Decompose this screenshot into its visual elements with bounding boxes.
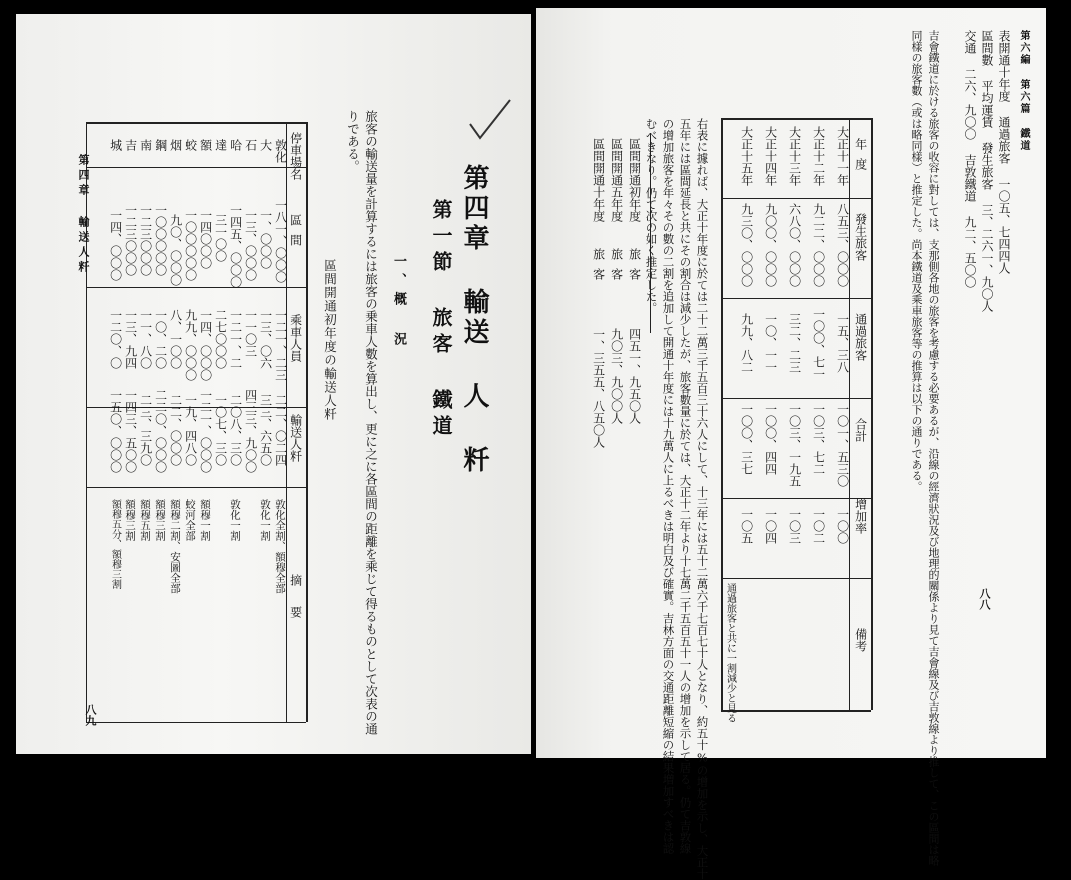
page-number: 八八 — [978, 588, 991, 610]
top-line: 交通 二六、九〇〇 吉敦鐵道 九二、五〇〇 — [963, 30, 977, 288]
top-line: 區間數 平均運賃 發生旅客 三、二六一、九〇人 — [980, 30, 994, 312]
footer-chapter: 第四章 輸送人粁 — [77, 154, 90, 276]
table-caption: 區間開通初年度の輸送人粁 — [322, 259, 338, 421]
running-head: 第六編 第六篇 鐵道 — [1018, 30, 1029, 152]
table-header: 年度 — [853, 138, 868, 178]
left-page: 第四章 輸送 人 粁 第一節 旅客 鐵道 一、概 況 旅客の輸送量を計算するには旅客の乗車人數を算出し、更に之に各區間の距離を乘じて得るものとして次表の通 りである。 區間開通初年度の輸送人粁 停車場名 區間 乘車人員 輸送人粁 摘要 敦化 一八一、〇〇〇 一二一、二三 二二、〇二四 敦化全割、額穆全部 大 一、〇〇〇 一三、〇六 三三、六五〇 敦化一割 石 一三、〇〇〇 一一〇三 四三三、九〇〇 哈 一四五、〇〇〇 一二一、二 二〇八、三〇 敦化一割 達 三一〇〇 二七〇〇〇 一〇七、三〇 額 一四〇〇〇 一四、〇〇〇 一二一、〇〇〇 額穆一割 蛟 一〇〇〇〇〇 九九、〇〇〇 一九、四八〇 蛟河全部 烟 九〇、〇〇〇 八、一〇〇 二二、〇〇〇 額穆二割、安圖全部 鋼 一〇〇〇〇〇 一〇、二〇 二二〇、〇〇〇 額穆三割 南 一二三〇〇〇 一一、八〇 二三、三九〇 額穆五割 吉 一二三〇〇〇 一三、九四 一四三、五〇〇 額穆三割 城 一四、〇〇〇 一二〇、〇 一五〇、〇〇〇 額穆五分、額穆三割 第四章 輸送人粁 八九 — [16, 14, 531, 754]
table-header: 乘車人員 — [288, 314, 303, 362]
table-header: 摘要 — [288, 574, 303, 638]
page-number: 八九 — [84, 704, 97, 726]
top-line: 表開通十年度 通過旅客 一〇五、七四四人 — [997, 30, 1011, 274]
table-header: 輸送人粁 — [288, 414, 303, 462]
table-header: 通過旅客 — [853, 313, 868, 361]
right-page: 第六編 第六篇 鐵道 八八 表開通十年度 通過旅客 一〇五、七四四人 區間數 平均運賃 發生旅客 三、二六一、九〇人 交通 二六、九〇〇 吉敦鐵道 九二、五〇〇 吉會鐵道に於ける旅客の收容に對しては、支那側各地の旅客を考慮する必要あるが、沿線の經濟狀況及び地理的關係より見て吉會線及び吉敦線より推して、この區間は略 同樣の旅客數（或は略同樣）と推定した。尚本鐵道及乘車旅客等の推算は以下の通りである。 年度 發生旅客 通過旅客 合計 增加率 備考 大正十一年 八五三、〇〇〇 一五、三八 一〇一、五三〇 一〇〇 大正十二年 九二二、〇〇〇 一〇〇、七一 一〇三、七二 一〇二 大正十三年 六八〇、〇〇〇 三二、二三 一〇三、一九五 一〇三 大正十四年 九〇〇、〇〇〇 一〇、一一 一〇〇、四四 一〇四 大正十五年 九三〇、〇〇〇 九九、八二 一〇〇、三七 一〇五 通過旅客と共に一割減少と見る 右表に據れば、大正十年度に於ては二十二萬三千五百三十六人にして、十三年には五十二萬六千七百七十人となり、約五十%の增加を示し、大正十 五年には區間延長と共にその割合は減少したが、旅客數量に於ては、大正十二年より十七萬二千五百五十一人の增加を示して居る。仍て吉敦線 の增加旅客を年々その數の二割を追加して開通十年度には十九萬人に上るべきは明白及び確實。吉林方面の交通距離短縮の結果増加すべきは認 むべきなり。仍て次の如く推定した。 區間開通初年度 旅客 四五一、九五〇人 區間開通五年度 旅客 九〇三、九〇〇人 區間開通十年度 旅客 一、三五五、八五〇人 — [536, 8, 1046, 758]
top-line: 同樣の旅客數（或は略同樣）と推定した。尚本鐵道及乘車旅客等の推算は以下の通りである。 — [910, 30, 923, 492]
body-line: むべきなり。仍て次の如く推定した。 — [644, 118, 659, 314]
table-header: 區間 — [288, 214, 303, 254]
chapter-title: 第四章 輸送 人 粁 — [459, 164, 489, 476]
body-line: 五年には區間延長と共にその割合は減少したが、旅客數量に於ては、大正十二年より十七萬二千五百五十一人の增加を示して居る。仍て吉敦線 — [678, 118, 693, 854]
table-header: 停車場名 — [288, 132, 303, 180]
item-heading: 一、概 況 — [391, 254, 406, 351]
table-header: 發生旅客 — [853, 213, 868, 261]
body-line: 右表に據れば、大正十年度に於ては二十二萬三千五百三十六人にして、十三年には五十二萬六千七百七十人となり、約五十%の增加を示し、大正十 — [695, 118, 710, 880]
table-header: 增加率 — [853, 498, 868, 534]
section-title: 第一節 旅客 鐵道 — [429, 199, 453, 441]
table-header: 合計 — [853, 418, 868, 442]
top-line: 吉會鐵道に於ける旅客の收容に對しては、支那側各地の旅客を考慮する必要あるが、沿線の經濟狀況及び地理的關係より見て吉會線及び吉敦線より推して、この區間は略 — [927, 30, 940, 866]
table-header: 備考 — [853, 628, 868, 652]
body-line: 旅客の輸送量を計算するには旅客の乗車人數を算出し、更に之に各區間の距離を乘じて得るものとして次表の通 — [363, 110, 379, 735]
check-mark-icon — [464, 96, 514, 146]
body-line: の增加旅客を年々その數の二割を追加して開通十年度には十九萬人に上るべきは明白及び確實。吉林方面の交通距離短縮の結果増加すべきは認 — [661, 118, 676, 854]
body-line: りである。 — [345, 110, 361, 173]
